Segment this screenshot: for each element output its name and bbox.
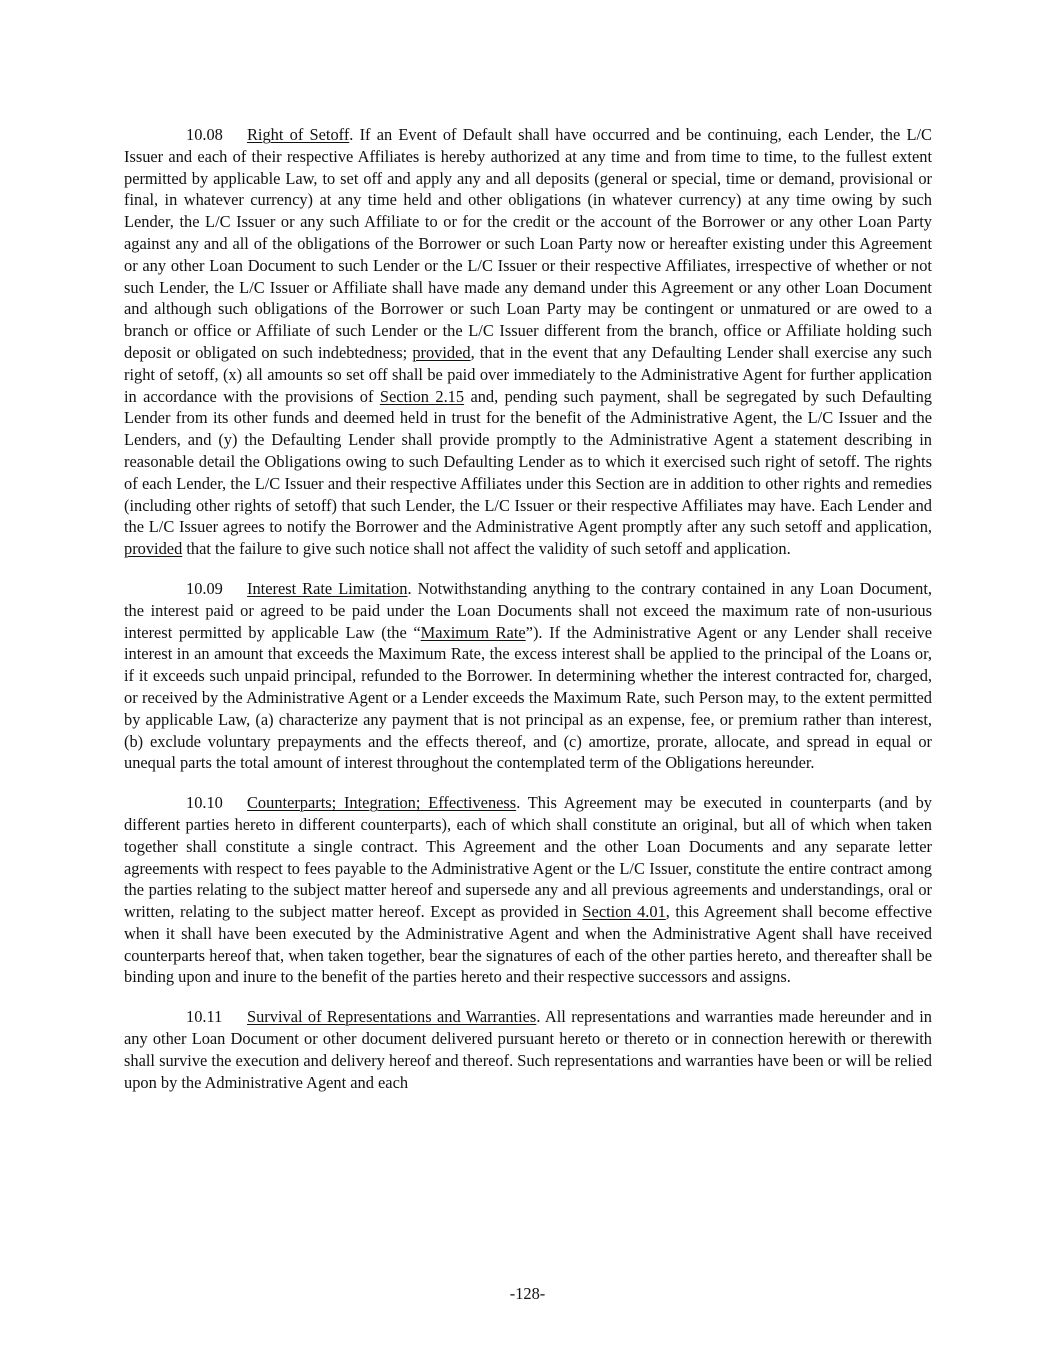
defined-term-maximum-rate: Maximum Rate <box>420 622 526 642</box>
section-10-11 <box>124 1006 932 1093</box>
section-text: . All representations and warranties made hereunder and in any other Loan Document or other document delivered pursuant hereto or thereto or in connection herewith or therewith shall survive the execution and delivery hereof and thereof. Such representations and warranties have been or will be relied upon by the Administrative Agent and each <box>124 1007 932 1092</box>
section-10-08 <box>124 124 932 560</box>
section-text: . Notwithstanding anything to the contrary contained in any Loan Document, the interest paid or agreed to be paid under the Loan Documents shall not exceed the maximum rate of non-usurious interest permitted by applicable Law (the “ <box>124 578 932 642</box>
section-text: ”). If the Administrative Agent or any Lender shall receive interest in an amount that exceeds the Maximum Rate, the excess interest shall be applied to the principal of the Loans or, if it exceeds such unpaid principal, refunded to the Borrower. In determining whether the interest contracted for, charged, or received by the Administrative Agent or a Lender exceeds the Maximum Rate, such Person may, to the extent permitted by applicable Law, (a) characterize any payment that is not principal as an expense, fee, or premium rather than interest, (b) exclude voluntary prepayments and the effects thereof, and (c) amortize, prorate, allocate, and spread in equal or unequal parts the total amount of interest throughout the contemplated term of the Obligations hereunder. <box>124 622 932 773</box>
section-number: 10.08 <box>186 125 223 144</box>
section-number: 10.09 <box>186 578 223 598</box>
section-10-10 <box>124 792 932 988</box>
section-text: . If an Event of Default shall have occurred and be continuing, each Lender, the L/C Issuer and each of their respective Affiliates is hereby authorized at any time and from time to time, to the fullest extent permitted by applicable Law, to set off and apply any and all deposits (general or special, time or demand, provisional or final, in whatever currency) at any time held and other obligations (in whatever currency) at any time owing by such Lender, the L/C Issuer or any such Affiliate to or for the credit or the account of the Borrower or any other Loan Party against any and all of the obligations of the Borrower or such Loan Party now or hereafter existing under this Agreement or any other Loan Document to such Lender or the L/C Issuer or their respective Affiliates, irrespective of whether or not such Lender, the L/C Issuer or Affiliate shall have made any demand under this Agreement or any other Loan Document and although such obligations of the Borrower or such Loan Party may be contingent or unmatured or are owed to a branch or office or Affiliate of such Lender or the L/C Issuer different from the branch, office or Affiliate holding such deposit or obligated on such indebtedness; <box>124 125 932 362</box>
page-number: -128- <box>509 1284 546 1303</box>
section-number: 10.10 <box>186 793 223 813</box>
section-text: that the failure to give such notice shall not affect the validity of such setoff and application. <box>182 539 791 559</box>
section-heading: Survival of Representations and Warranties <box>247 1007 537 1027</box>
section-text: . This Agreement may be executed in counterparts (and by different parties hereto in different counterparts), each of which shall constitute an original, but all of which when taken together shall constitute a single contract. This Agreement and the other Loan Documents and any separate letter agreements with respect to fees payable to the Administrative Agent or the L/C Issuer, constitute the entire contract among the parties relating to the subject matter hereof and supersede any and all previous agreements and understandings, oral or written, relating to the subject matter hereof. Except as provided in <box>124 793 932 922</box>
section-heading: Interest Rate Limitation <box>247 578 408 598</box>
section-number: 10.11 <box>186 1007 223 1027</box>
cross-reference-section-2-15: Section 2.15 <box>379 386 465 406</box>
section-heading: Right of Setoff <box>247 125 350 144</box>
defined-term-provided: provided <box>124 539 183 559</box>
document-page <box>124 124 932 1111</box>
section-text: and, pending such payment, shall be segregated by such Defaulting Lender from its other funds and deemed held in trust for the benefit of the Administrative Agent, the L/C Issuer and the Lenders, and (y) the Defaulting Lender shall provide promptly to the Administrative Agent a statement describing in reasonable detail the Obligations owing to such Defaulting Lender as to which it exercised such right of setoff. The rights of each Lender, the L/C Issuer and their respective Affiliates under this Section are in addition to other rights and remedies (including other rights of setoff) that such Lender, the L/C Issuer or their respective Affiliates may have. Each Lender and the L/C Issuer agrees to notify the Borrower and the Administrative Agent promptly after any such setoff and application, <box>124 386 933 537</box>
section-text: , that in the event that any Defaulting Lender shall exercise any such right of setoff, (x) all amounts so set off shall be paid over immediately to the Administrative Agent for further application in accordance with the provisions of <box>124 342 932 406</box>
cross-reference-section-4-01: Section 4.01 <box>582 902 666 922</box>
defined-term-provided: provided <box>412 342 471 362</box>
section-text: , this Agreement shall become effective when it shall have been executed by the Administrative Agent and when the Administrative Agent shall have received counterparts hereof that, when taken together, bear the signatures of each of the other parties hereto, and thereafter shall be binding upon and inure to the benefit of the parties hereto and their respective successors and assigns. <box>124 902 932 987</box>
section-10-09 <box>124 578 932 774</box>
section-heading: Counterparts; Integration; Effectiveness <box>247 793 517 813</box>
